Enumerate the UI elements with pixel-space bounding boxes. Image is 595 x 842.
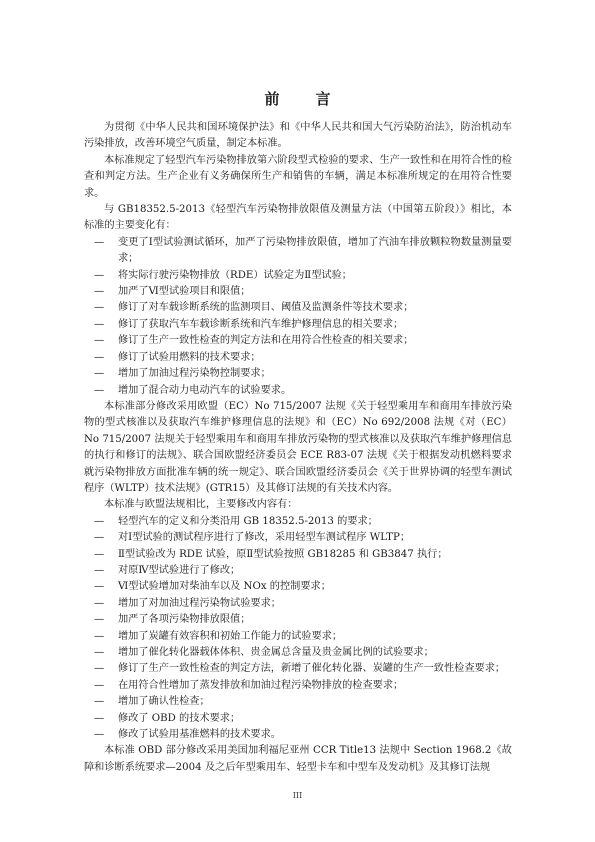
list-item-text: Ⅵ型试验增加对柴油车以及 NOx 的控制要求；	[118, 581, 331, 593]
list-dash: —	[94, 548, 105, 560]
list-dash: —	[94, 679, 105, 691]
list-item	[84, 661, 512, 677]
list-item-text: 增加了确认性检查；	[118, 696, 210, 708]
list-dash: —	[94, 368, 105, 380]
list-dash: —	[94, 729, 105, 741]
list-item-text: 增加了加油过程污染物控制要求；	[118, 368, 271, 380]
list-dash: —	[94, 318, 105, 330]
title-char-2: 言	[315, 90, 331, 108]
intro-paragraph-1: 为贯彻《中华人民共和国环境保护法》和《中华人民共和国大气污染防治法》，防治机动车污染排放，改善环境空气质量，制定本标准。	[84, 122, 512, 150]
list-item	[84, 350, 512, 366]
list-item-text: 加严了Ⅵ型试验项目和限值；	[118, 286, 251, 298]
list-item-text: 修订了对车载诊断系统的监测项目、阈值及监测条件等技术要求；	[118, 302, 414, 314]
list-dash: —	[94, 614, 105, 626]
list-item-text: 变更了Ⅰ型试验测试循环，加严了污染物排放限值，增加了汽油车排放颗粒物数量测量要求；	[118, 236, 512, 265]
list-dash: —	[94, 286, 105, 298]
list-dash: —	[94, 647, 105, 658]
list-item	[84, 366, 512, 382]
list-dash: —	[94, 335, 105, 347]
list-item	[84, 268, 512, 284]
list-item-text: 对原Ⅳ型试验进行了修改；	[118, 564, 241, 576]
body-text	[84, 120, 512, 776]
list-item	[84, 284, 512, 300]
list-item	[84, 333, 512, 349]
list-dash: —	[94, 663, 105, 675]
list-dash: —	[94, 351, 105, 363]
list-item-text: 将实际行驶污染物排放（RDE）试验定为Ⅱ型试验；	[118, 269, 352, 281]
list-item	[84, 629, 512, 645]
obd-paragraph: 本标准 OBD 部分修改采用美国加利福尼亚州 CCR Title13 法规中 Section 1968.2《故障和诊断系统要求—2004 及之后年型乘用车、轻型卡车和中型车及发动机》及其修订法规	[84, 745, 512, 773]
list-item	[84, 612, 512, 628]
list-item	[84, 383, 512, 399]
list-item	[84, 317, 512, 333]
changes-list-1	[84, 235, 512, 399]
list-item	[84, 694, 512, 710]
list-item-text: 修订了生产一致性检查的判定方法，新增了催化转化器、炭罐的生产一致性检查要求；	[118, 663, 506, 675]
list-item-text: 增加了催化转化器载体体积、贵金属总含量及贵金属比例的试验要求；	[118, 647, 434, 658]
list-item-text: 在用符合性增加了蒸发排放和加油过程污染物排放的检查要求；	[118, 679, 404, 691]
list-dash: —	[94, 532, 105, 544]
list-item	[84, 645, 512, 661]
list-dash: —	[94, 597, 105, 609]
title-char-1: 前	[264, 90, 280, 108]
list-item-text: 增加了炭罐有效容积和初始工作能力的试验要求；	[118, 630, 343, 642]
list-item	[84, 596, 512, 612]
list-item	[84, 547, 512, 563]
reference-paragraph: 本标准部分修改采用欧盟（EC）No 715/2007 法规《关于轻型乘用车和商用车排放污染物的型式核准以及获取汽车维护修理信息的法规》和（EC）No 692/2008 法规《对（EC）No 715/2007 法规关于轻型乘用车和商用车排放污染物的型式核准以及获取汽车维护修理信息的执行和修订的法规》、联合国欧盟经济委员会 ECE R83-07 法规《关于根据发动机燃料要求就污染物排放方面批准车辆的统一规定》、联合国欧盟经济委员会《关于世界协调的轻型车测试程序（WLTP）技术法规》(GTR15）及其修订法规的有关技术内容。	[84, 400, 512, 494]
list-item-text: 增加了对加油过程污染物试验要求；	[118, 597, 281, 609]
page-title	[0, 88, 595, 109]
list-item-text: 修订了获取汽车车载诊断系统和汽车维护修理信息的相关要求；	[118, 318, 404, 330]
list-item-text: 修改了试验用基准燃料的技术要求。	[118, 729, 281, 741]
list-dash: —	[94, 269, 105, 281]
eu-compare-paragraph: 本标准与欧盟法规相比，主要修改内容有：	[104, 499, 298, 511]
list-item-text: 对Ⅰ型试验的测试程序进行了修改，采用轻型车测试程序 WLTP；	[118, 532, 411, 544]
intro-paragraph-3: 与 GB18352.5-2013《轻型汽车污染物排放限值及测量方法（中国第五阶段）》相比，本标准的主要变化有：	[84, 204, 512, 232]
list-item	[84, 514, 512, 530]
list-item-text: Ⅱ型试验改为 RDE 试验，原Ⅱ型试验按照 GB18285 和 GB3847 执行；	[118, 548, 448, 560]
list-item-text: 增加了混合动力电动汽车的试验要求。	[118, 384, 292, 396]
list-item	[84, 530, 512, 546]
list-dash: —	[94, 564, 105, 576]
list-dash: —	[94, 581, 105, 593]
list-item-text: 加严了各项污染物排放限值；	[118, 614, 251, 626]
intro-paragraph-2: 本标准规定了轻型汽车污染物排放第六阶段型式检验的要求、生产一致性和在用符合性的检查和判定方法。生产企业有义务确保所生产和销售的车辆，满足本标准所规定的在用符合性要求。	[84, 154, 512, 199]
list-item-text: 轻型汽车的定义和分类沿用 GB 18352.5-2013 的要求；	[118, 515, 378, 527]
list-item-text: 修改了 OBD 的技术要求；	[118, 712, 241, 724]
changes-list-2	[84, 514, 512, 744]
list-dash: —	[94, 384, 105, 396]
page-number: III	[292, 791, 303, 800]
list-item	[84, 711, 512, 727]
list-item-text: 修订了试验用燃料的技术要求；	[118, 351, 261, 363]
list-dash: —	[94, 630, 105, 642]
list-dash: —	[94, 712, 105, 724]
list-dash: —	[94, 236, 105, 248]
list-item-text: 修订了生产一致性检查的判定方法和在用符合性检查的相关要求；	[118, 335, 414, 347]
list-item	[84, 235, 512, 268]
list-item	[84, 579, 512, 595]
list-dash: —	[94, 515, 105, 527]
list-item	[84, 300, 512, 316]
list-item	[84, 727, 512, 743]
list-item	[84, 678, 512, 694]
list-item	[84, 563, 512, 579]
list-dash: —	[94, 302, 105, 314]
list-dash: —	[94, 696, 105, 708]
